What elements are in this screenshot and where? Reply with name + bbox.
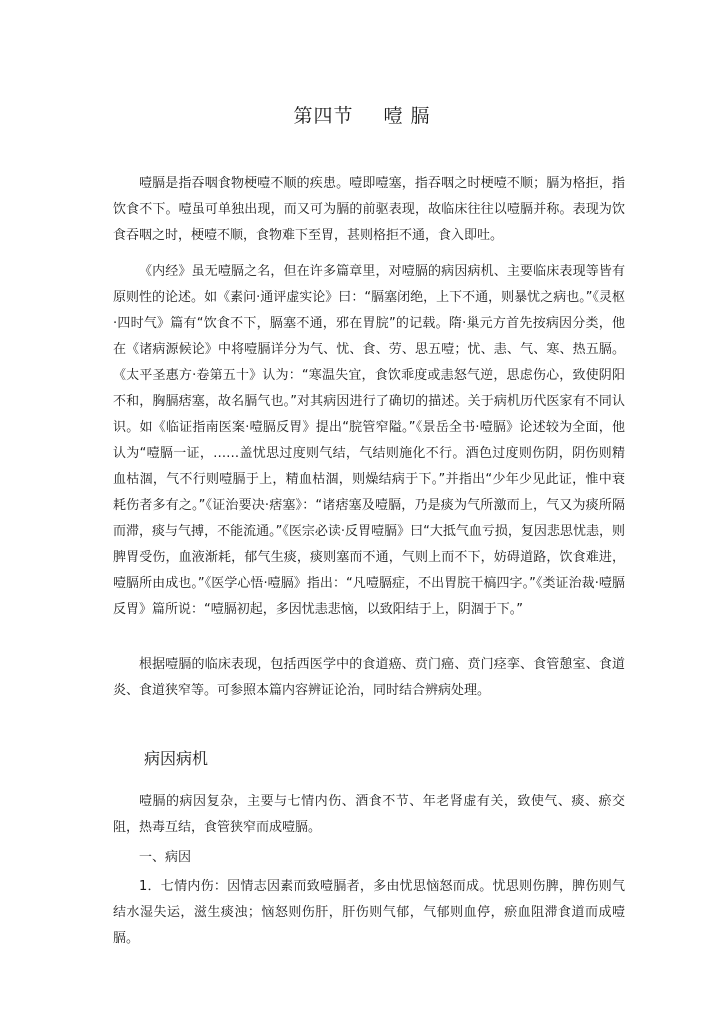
- chapter-number: 第四节: [293, 105, 354, 127]
- western-medicine-paragraph: 根据噎膈的临床表现，包括西医学中的食道癌、贲门癌、贲门痉挛、食管憩室、食道炎、食道狭窄等。可参照本篇内容辨证论治，同时结合辨病处理。: [113, 657, 625, 698]
- intro-paragraph: 噎膈是指吞咽食物梗噎不顺的疾患。噎即噎塞，指吞咽之时梗噎不顺；膈为格拒，指饮食不下。噎虽可单独出现，而又可为膈的前驱表现，故临床往往以噎膈并称。表现为饮食吞咽之时，梗噎不顺，食物难下至胃，甚则格拒不通，食入即吐。: [113, 176, 625, 243]
- chapter-title: [0, 101, 724, 128]
- etiology-summary-paragraph: 噎膈的病因复杂，主要与七情内伤、酒食不节、年老肾虚有关，致使气、痰、瘀交阻，热毒互结，食管狭窄而成噎膈。: [113, 794, 625, 835]
- section-heading: 病因病机: [144, 749, 209, 768]
- emotional-cause-paragraph: 1．七情内伤：因情志因素而致噎膈者，多由忧思恼怒而成。忧思则伤脾，脾伤则气结水湿失运，滋生痰浊；恼怒则伤肝，肝伤则气郁，气郁则血停，瘀血阻滞食道而成噎膈。: [113, 879, 625, 946]
- chapter-name: 噎 膈: [383, 105, 431, 127]
- subsection-heading: 一、病因: [139, 850, 192, 865]
- history-paragraph: 《内经》虽无噎膈之名，但在许多篇章里，对噎膈的病因病机、主要临床表现等皆有原则性的论述。如《素问·通评虚实论》曰：“膈塞闭绝，上下不通，则暴忧之病也。”《灵枢·四时气》篇有“饮食不下，膈塞不通，邪在胃脘”的记载。隋·巢元方首先按病因分类，他在《诸病源候论》中将噎膈详分为气、忧、食、劳、思五噎；忧、恚、气、寒、热五膈。《太平圣惠方·卷第五十》认为：“寒温失宜，食饮乖度或恚怒气逆，思虑伤心，致使阴阳不和，胸膈痞塞，故名膈气也。”对其病因进行了确切的描述。关于病机历代医家有不同认识。如《临证指南医案·噎膈反胃》提出“脘管窄隘。”《景岳全书·噎膈》论述较为全面，他认为“噎膈一证，……盖忧思过度则气结，气结则施化不行。酒色过度则伤阴，阴伤则精血枯涸，气不行则噎膈于上，精血枯涸，则燥结病于下。”并指出“少年少见此证，惟中衰耗伤者多有之。”《证治要决·痞塞》：“诸痞塞及噎膈，乃是痰为气所激而上，气又为痰所隔而滞，痰与气搏，不能流通。”《医宗必读·反胃噎膈》曰“大抵气血亏损，复因悲思忧恚，则脾胃受伤，血液渐耗，郁气生痰，痰则塞而不通，气则上而不下，妨碍道路，饮食难进，噎膈所由成也。”《医学心悟·噎膈》指出：“凡噎膈症，不出胃脘干槁四字。”《类证治裁·噎膈反胃》篇所说：“噎膈初起，多因忧恚悲恼，以致阳结于上，阴涸于下。”: [113, 264, 625, 617]
